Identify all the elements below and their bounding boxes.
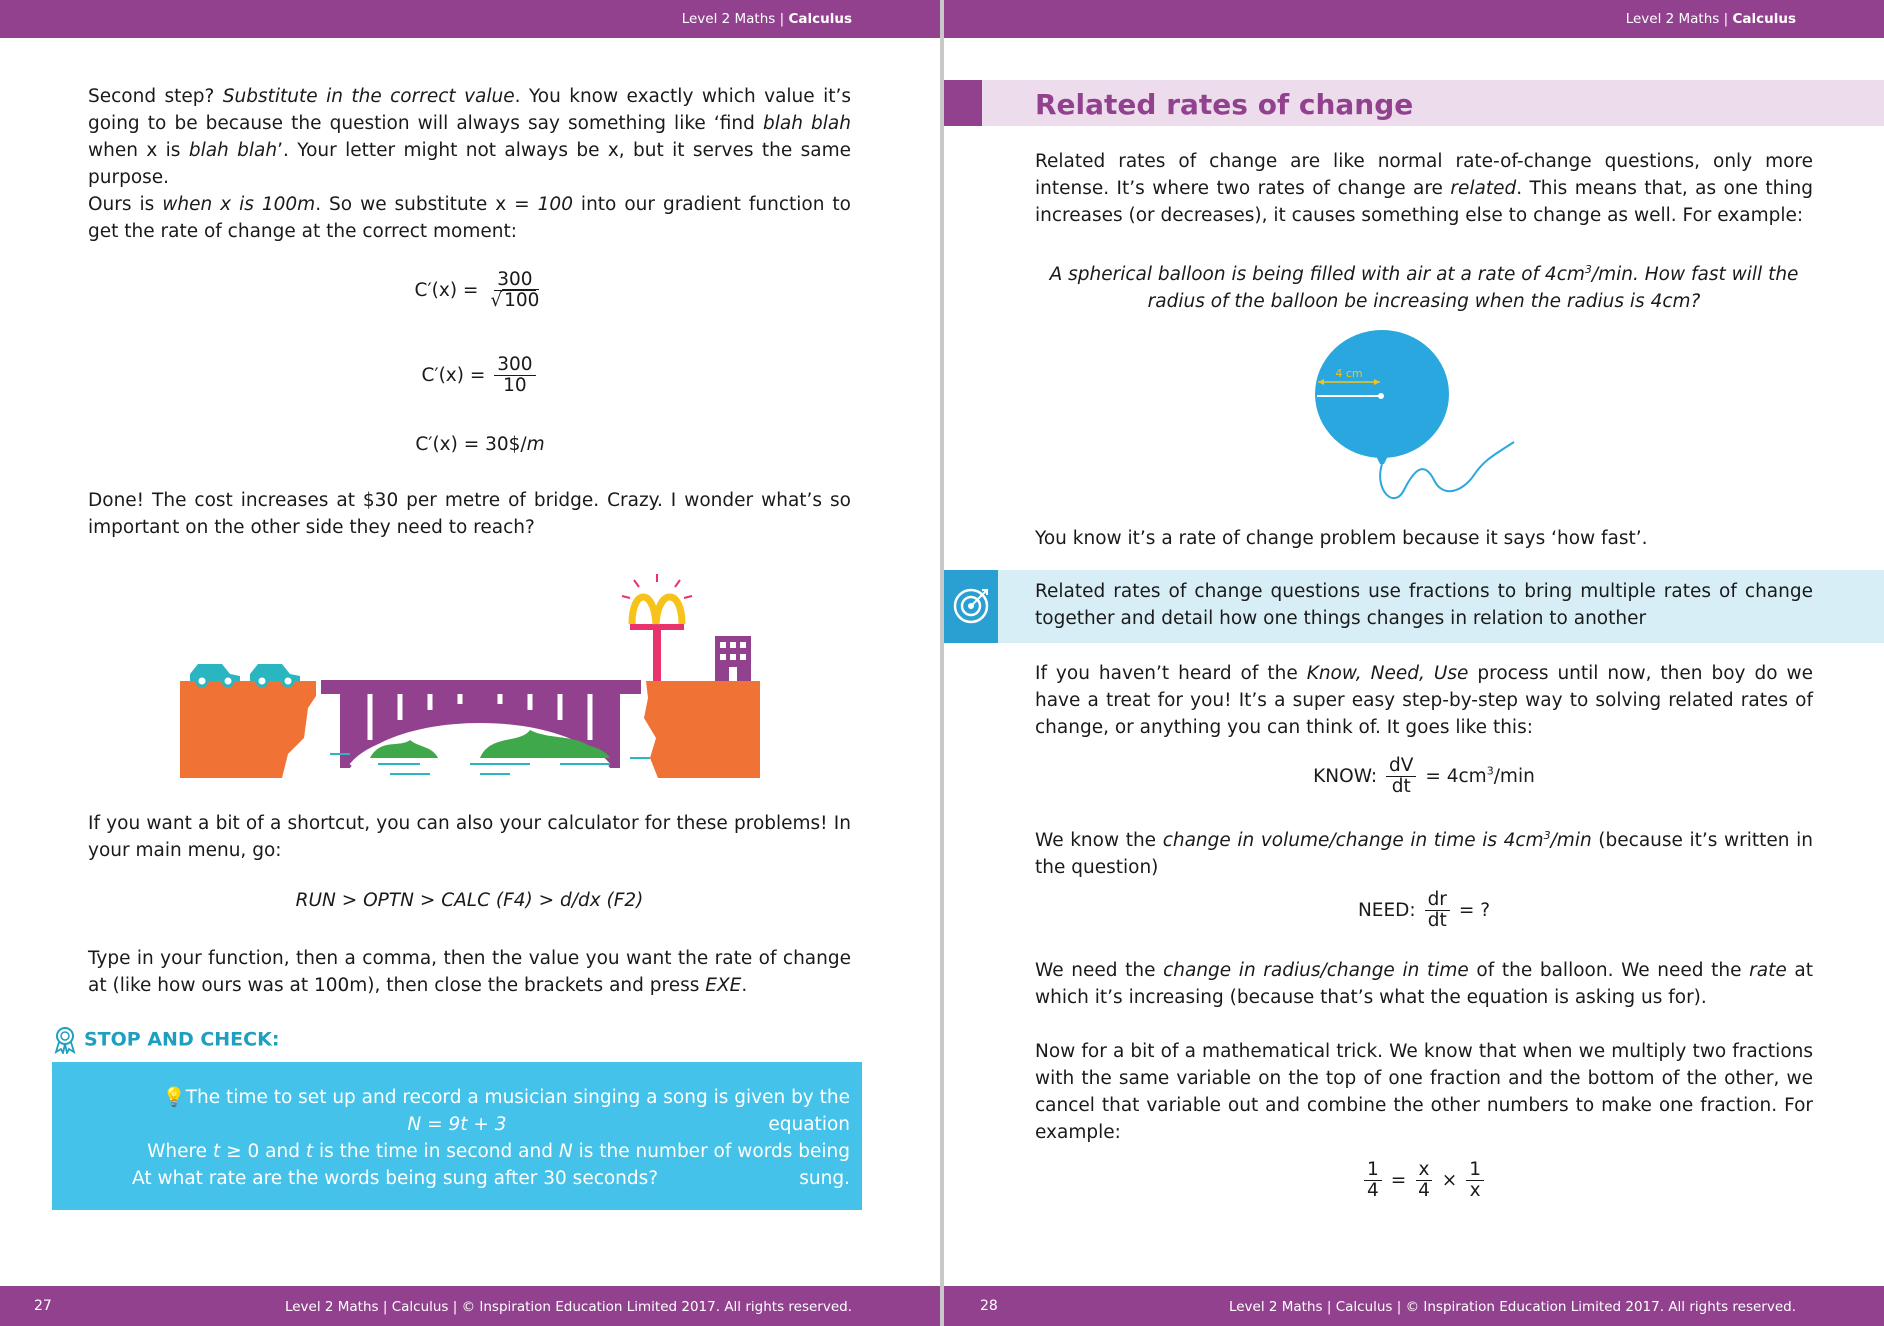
paragraph: If you haven’t heard of the Know, Need, Use process until now, then boy do we have a treat for you! It’s a super easy step-by-step way to solving related rates of change, or anything you can think of. It goes like this: bbox=[1035, 663, 1813, 738]
paragraph: You know it’s a rate of change problem because it says ‘how fast’. bbox=[1035, 528, 1648, 549]
footer-text: Level 2 Maths | Calculus | © Inspiration Education Limited 2017. All rights reserved. bbox=[1228, 1299, 1796, 1315]
left-cliff bbox=[180, 681, 316, 778]
section-heading-bar bbox=[944, 80, 1884, 126]
page-number: 28 bbox=[980, 1298, 998, 1314]
stop-and-check-heading: STOP AND CHECK: bbox=[52, 1026, 279, 1054]
badge-icon bbox=[52, 1026, 78, 1054]
balloon-illustration bbox=[1314, 330, 1544, 510]
lightbulb-icon: 💡 bbox=[162, 1087, 186, 1108]
building-icon bbox=[715, 636, 751, 681]
section-title: Related rates of change bbox=[1035, 88, 1414, 121]
right-cliff bbox=[644, 681, 760, 778]
know-equation: KNOW: $\frac{dV}{dt}$ = $4cm^3/\min$ bbox=[1313, 755, 1535, 798]
page-header bbox=[0, 0, 940, 38]
paragraph: Second step? Substitute in the correct value. You know exactly which value it’s going to be because the question will always say something like ‘find blah blah when x is blah blah’. Your letter might not always be x, but it serves the same purpose. bbox=[88, 86, 851, 188]
page-left bbox=[0, 0, 940, 1326]
box-line: At what rate are the words being sung after 30 seconds? bbox=[132, 1168, 659, 1189]
equation-2: C′(x) = $\frac{300}{10}$ bbox=[380, 355, 580, 397]
paragraph: Related rates of change are like normal rate-of-change questions, only more intense. It’s where two rates of change are related. This means that, as one thing increases (or decreases), it causes something else to change as well. For example: bbox=[1035, 151, 1813, 226]
need-equation: NEED: $\frac{dr}{dt}$ = ? bbox=[1357, 889, 1491, 932]
paragraph: We need the change in radius/change in time of the balloon. We need the rate at which it’s increasing (because that’s what the equation is asking us for). bbox=[1035, 960, 1813, 1008]
stop-and-check-box bbox=[52, 1062, 862, 1210]
paragraph: If you want a bit of a shortcut, you can also your calculator for these problems! In your main menu, go: bbox=[88, 813, 851, 861]
paragraph: We know the change in volume/change in time is $4cm^3/\min$ (because it’s written in the question) bbox=[1035, 829, 1813, 879]
box-equation: N = 9t + 3 bbox=[407, 1114, 507, 1135]
page-footer bbox=[944, 1286, 1884, 1326]
calculator-path: RUN > OPTN > CALC (F4) > d/dx (F2) bbox=[295, 890, 644, 911]
restaurant-sign bbox=[622, 574, 692, 681]
bridge-illustration bbox=[170, 568, 770, 788]
page-header: Level 2 Maths | Calculus bbox=[944, 0, 1884, 38]
radius-label: 4 cm bbox=[1335, 367, 1363, 380]
footer-text: Level 2 Maths | Calculus | © Inspiration Education Limited 2017. All rights reserved. bbox=[284, 1299, 852, 1315]
example-question: A spherical balloon is being filled with air at a rate of $4cm^3/\min$. How fast will the radius of the balloon be increasing when the radius is 4cm? bbox=[1049, 263, 1799, 313]
page-footer bbox=[0, 1286, 940, 1326]
equation-3: C′(x) = 30$/m bbox=[415, 434, 545, 455]
paragraph: Ours is when x is 100m. So we substitute x = 100 into our gradient function to get the rate of change at the correct moment: bbox=[88, 194, 851, 242]
paragraph: Done! The cost increases at $30 per metre of bridge. Crazy. I wonder what’s so important on the other side they need to reach? bbox=[88, 490, 851, 538]
section-accent bbox=[944, 80, 982, 126]
page-number: 27 bbox=[34, 1298, 52, 1314]
equation-1: C′(x) = $\frac{300}{√ 100}$ bbox=[414, 269, 540, 312]
page-right bbox=[944, 0, 1884, 1326]
box-line: The time to set up and record a musician singing a song is given by the equation bbox=[185, 1087, 850, 1135]
paragraph: Now for a bit of a mathematical trick. We know that when we multiply two fractions with the same variable on the top of one fraction and the bottom of the other, we cancel that variable out and combine the other numbers to make one fraction. For example: bbox=[1035, 1041, 1813, 1143]
fraction-example: $\frac{1}{4}$ = $\frac{x}{4}$ × $\frac{1}{x}$ bbox=[1035, 1160, 1813, 1202]
tip-box bbox=[944, 570, 1884, 643]
header-prefix: Level 2 Maths bbox=[681, 11, 776, 27]
target-icon bbox=[944, 570, 998, 643]
tip-text: Related rates of change questions use fractions to bring multiple rates of change together and detail how one things changes in relation to another bbox=[1035, 581, 1813, 629]
box-line: Where t ≥ 0 and t is the time in second and N is the number of words being sung. bbox=[147, 1141, 850, 1189]
tip-icon-panel bbox=[944, 570, 998, 643]
header-sep: | bbox=[775, 11, 789, 27]
paragraph: Type in your function, then a comma, then the value you want the rate of change at (like how ours was at 100m), then close the brackets and press EXE. bbox=[88, 948, 851, 996]
header-topic: Calculus bbox=[788, 11, 852, 27]
